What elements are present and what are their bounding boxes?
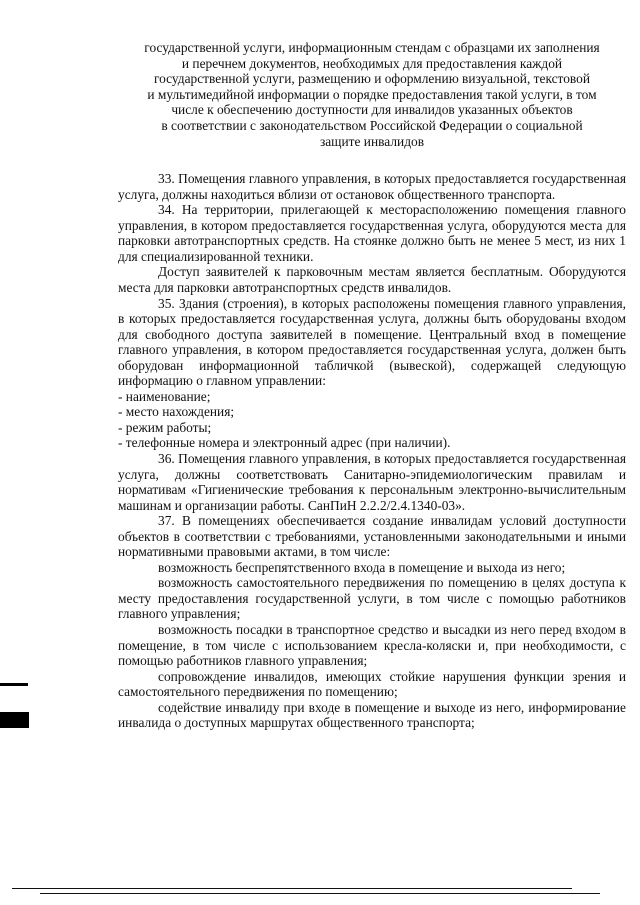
heading-line: государственной услуги, информационным стендам с образцами их заполнения	[144, 40, 600, 55]
paragraph-37: 37. В помещениях обеспечивается создание инвалидам условий доступности объектов в соответствии с требованиями, установленными законодательными и иными нормативными правовыми актами, в том числе:	[118, 513, 626, 560]
heading-line: и мультимедийной информации о порядке предоставления такой услуги, в том	[147, 86, 597, 102]
list-item: - место нахождения;	[118, 404, 235, 420]
heading-line: защите инвалидов	[319, 133, 425, 149]
paragraph-35: 35. Здания (строения), в которых расположены помещения главного управления, в которых предоставляется государственная услуга, должны быть оборудованы входом для свободного доступа заявителей в помещение. Центральный вход в помещение главного управления, в котором предоставляется государственная услуга, должен быть оборудован информационной табличкой (вывеской), содержащей следующую информацию о главном управлении:	[118, 295, 626, 389]
list-item: - режим работы;	[118, 419, 212, 435]
document-body	[118, 171, 626, 731]
paragraph-34: 34. На территории, прилегающей к месторасположению помещения главного управления, в котором предоставляется государственная услуга, оборудуются места для парковки автотранспортных средств. На стоянке должно быть не менее 5 мест, из них 1 для специализированной техники.	[118, 202, 626, 264]
paragraph-36: 36. Помещения главного управления, в которых предоставляется государственная услуга, должны соответствовать Санитарно-эпидемиологическим правилам и нормативам «Гигиенические требования к персональным электронно-вычислительным машинам и организации работы. СанПиН 2.2.2/2.4.1340-03».	[118, 451, 626, 513]
condition-item: возможность беспрепятственного входа в помещение и выхода из него;	[158, 559, 566, 575]
condition-item: содействие инвалиду при входе в помещение и выходе из него, информирование инвалида о доступных маршрутах общественного транспорта;	[118, 699, 626, 731]
list-item: - наименование;	[118, 388, 211, 404]
heading-line: в соответствии с законодательством Российской Федерации о социальной	[161, 117, 583, 133]
condition-item: возможность самостоятельного передвижения по помещению в целях доступа к месту предоставления государственной услуги, в том числе с помощью работников главного управления;	[118, 575, 626, 622]
section-heading	[118, 40, 626, 149]
heading-line: числе к обеспечению доступности для инвалидов указанных объектов	[171, 102, 573, 118]
scan-footer-line	[40, 893, 600, 894]
scan-edge-mark	[0, 683, 28, 686]
scan-footer-line	[12, 888, 572, 889]
document-page	[118, 40, 626, 731]
scan-edge-mark	[0, 712, 29, 728]
condition-item: возможность посадки в транспортное средство и высадки из него перед входом в помещение, в том числе с использованием кресла-коляски и, при необходимости, с помощью работников главного управления;	[118, 622, 626, 669]
paragraph-parking-access: Доступ заявителей к парковочным местам является бесплатным. Оборудуются места для парковки автотранспортных средств инвалидов.	[118, 264, 626, 295]
paragraph-33: 33. Помещения главного управления, в которых предоставляется государственная услуга, должны находиться вблизи от остановок общественного транспорта.	[118, 171, 626, 202]
heading-line: государственной услуги, размещению и оформлению визуальной, текстовой	[153, 71, 591, 87]
list-item: - телефонные номера и электронный адрес (при наличии).	[118, 435, 451, 451]
heading-line: и перечнем документов, необходимых для предоставления каждой	[181, 55, 563, 71]
condition-item: сопровождение инвалидов, имеющих стойкие нарушения функции зрения и самостоятельного передвижения по помещению;	[118, 668, 626, 700]
